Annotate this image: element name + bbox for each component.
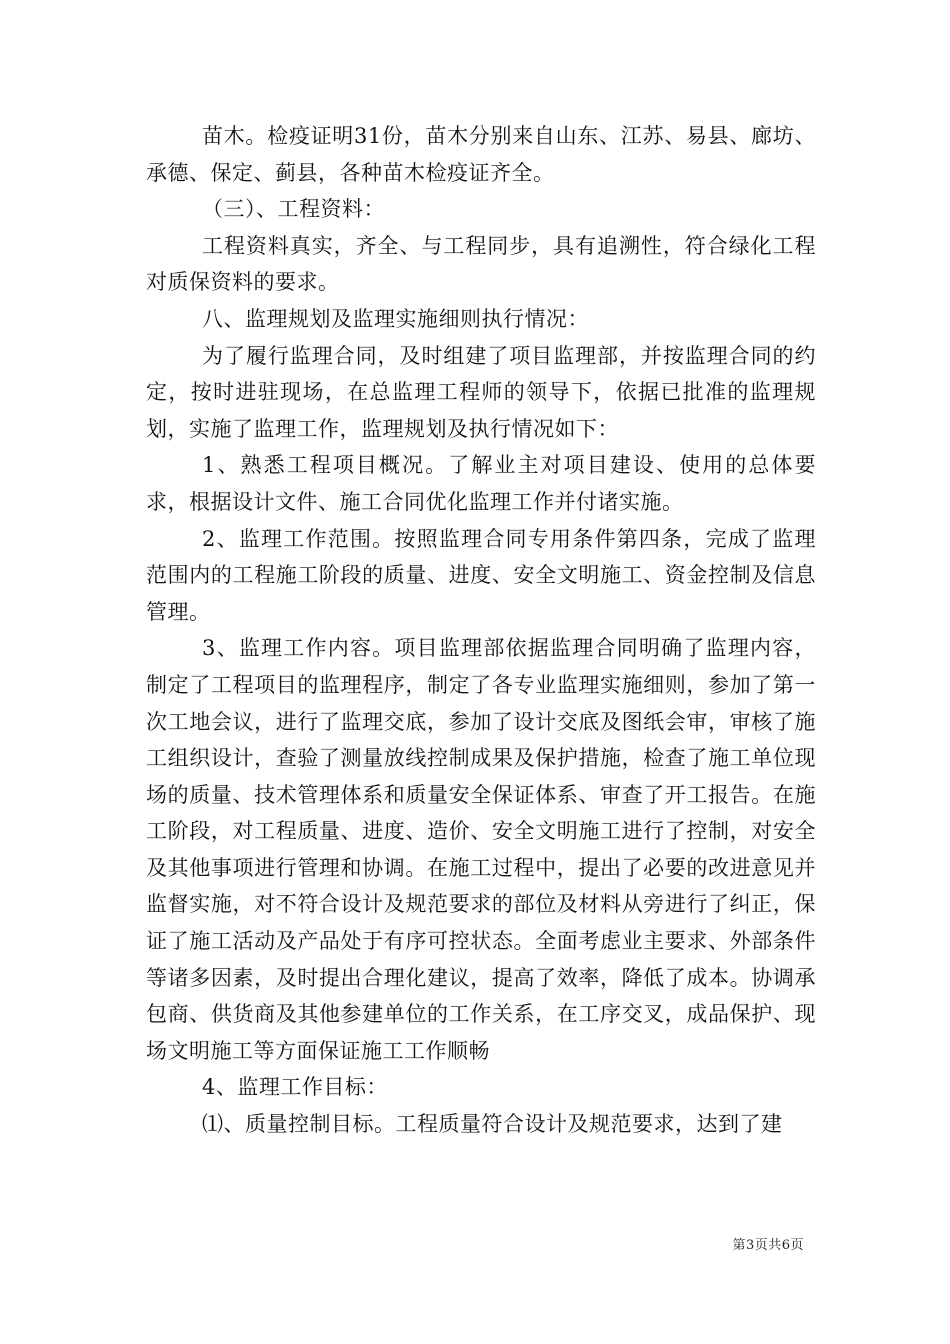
heading-supervision-plan: 八、监理规划及监理实施细则执行情况： [202, 306, 589, 331]
paragraph-supervision-intro: 为了履行监理合同，及时组建了项目监理部，并按监理合同的约定，按时进驻现场，在总监理工程师的领导下，依据已批准的监理规划，实施了监理工作，监理规划及执行情况如下： [146, 343, 816, 441]
paragraph-engineering-documents: 工程资料真实，齐全、与工程同步，具有追溯性，符合绿化工程对质保资料的要求。 [146, 233, 816, 295]
heading-engineering-documents: （三）、工程资料： [202, 197, 385, 222]
paragraph-item-4: 4、监理工作目标： [202, 1075, 388, 1100]
paragraph-quality-target: ⑴、质量控制目标。工程质量符合设计及规范要求，达到了建 [202, 1112, 783, 1137]
document-body [146, 118, 816, 1143]
page-number-footer: 第3页共6页 [732, 1238, 804, 1253]
paragraph-item-1: 1、熟悉工程项目概况。了解业主对项目建设、使用的总体要求，根据设计文件、施工合同优化监理工作并付诸实施。 [146, 453, 816, 514]
paragraph-item-3: 3、监理工作内容。项目监理部依据监理合同明确了监理内容，制定了工程项目的监理程序，制定了各专业监理实施细则，参加了第一次工地会议，进行了监理交底，参加了设计交底及图纸会审，审核了施工组织设计，查验了测量放线控制成果及保护措施，检查了施工单位现场的质量、技术管理体系和质量安全保证体系、审查了开工报告。在施工阶段，对工程质量、进度、造价、安全文明施工进行了控制，对安全及其他事项进行管理和协调。在施工过程中，提出了必要的改进意见并监督实施，对不符合设计及规范要求的部位及材料从旁进行了纠正，保证了施工活动及产品处于有序可控状态。全面考虑业主要求、外部条件等诸多因素，及时提出合理化建议，提高了效率，降低了成本。协调承包商、供货商及其他参建单位的工作关系，在工序交叉，成品保护、现场文明施工等方面保证施工工作顺畅 [146, 636, 816, 1063]
paragraph-seedling-quarantine: 苗木。检疫证明31份，苗木分别来自山东、江苏、易县、廊坊、承德、保定、蓟县，各种苗木检疫证齐全。 [146, 124, 816, 185]
paragraph-item-2: 2、监理工作范围。按照监理合同专用条件第四条，完成了监理范围内的工程施工阶段的质量、进度、安全文明施工、资金控制及信息管理。 [146, 526, 816, 624]
